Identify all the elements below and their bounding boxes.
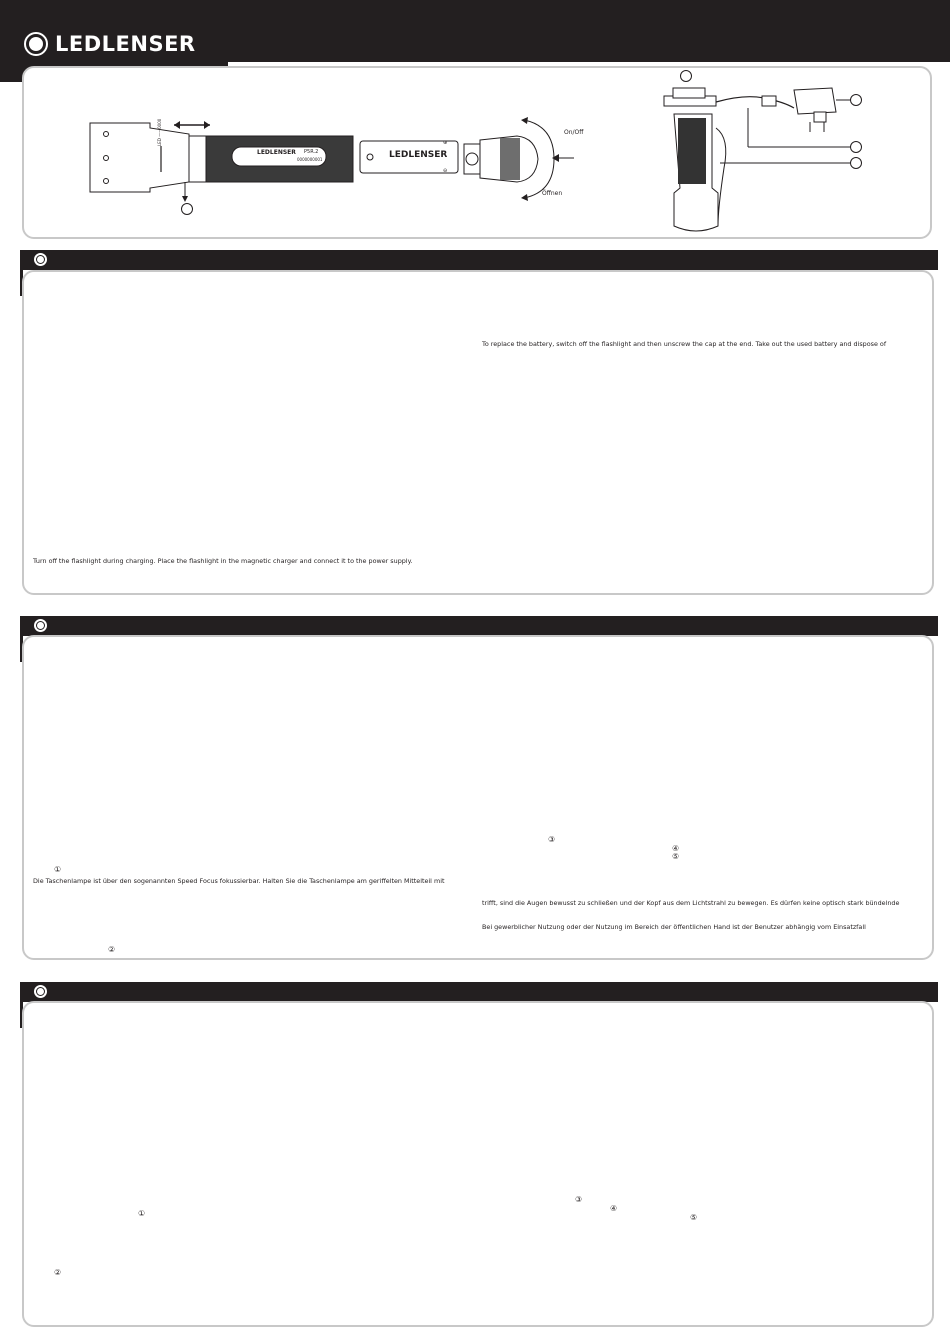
illustration-panel — [22, 66, 932, 239]
open-label: Öffnen — [542, 190, 563, 197]
logo-circle-icon — [24, 32, 48, 56]
brand-name: LEDLENSER — [55, 32, 196, 56]
flashlight-head-shape — [90, 123, 189, 192]
marker-1: ① — [54, 865, 62, 874]
press-arrow-icon — [552, 154, 559, 162]
marker-3: ③ — [548, 835, 556, 844]
body-label-serial: 0000000001 — [297, 157, 323, 162]
section-1-text-charging: Turn off the flashlight during charging. Place the flashlight in the magnetic charger and connect it to the power supply. — [33, 557, 413, 565]
head-side-text: LED ——0000 — [157, 118, 162, 146]
flashlight-illustration — [24, 68, 930, 237]
section-2-text-focus: Die Taschenlampe ist über den sogenannten Speed Focus fokussierbar. Halten Sie die Taschenlampe am geriffelten Mittelteil mit — [33, 877, 445, 885]
marker-3: ③ — [575, 1195, 583, 1204]
section-1-header — [20, 250, 938, 270]
section-2-box — [22, 635, 934, 960]
onoff-label: On/Off — [564, 129, 584, 136]
charger-grip — [678, 118, 706, 184]
section-2-text-commercial: Bei gewerblicher Nutzung oder der Nutzung im Bereich der öffentlichen Hand ist der Benutzer abhängig vom Einsatzfall — [482, 923, 866, 931]
head-side-mark — [160, 146, 162, 172]
section-2-text-eyes: trifft, sind die Augen bewusst zu schließen und der Kopf aus dem Lichtstrahl zu bewegen. Es dürfen keine optisch stark bündelnde — [482, 899, 900, 907]
power-adapter-shape — [794, 88, 836, 114]
body-label-brand: LEDLENSER — [257, 149, 296, 156]
section-1-circle-icon — [34, 253, 47, 266]
marker-5: ⑤ — [690, 1213, 698, 1222]
callout-circle-right-2 — [851, 142, 862, 153]
marker-4: ④ — [610, 1204, 618, 1213]
body-label-model: P5R.2 — [304, 149, 319, 155]
battery-brand: LEDLENSER — [389, 150, 448, 160]
marker-2: ② — [108, 945, 116, 954]
battery-minus-sign: ⊖ — [443, 168, 448, 174]
callout-circle-bottom — [182, 204, 193, 215]
section-2-circle-icon — [34, 619, 47, 632]
callout-circle-right-3 — [851, 158, 862, 169]
battery-plus-sign: ⊕ — [443, 140, 448, 146]
section-1-text-battery: To replace the battery, switch off the flashlight and then unscrew the cap at the end. Take out the used battery and dispose of — [482, 340, 887, 348]
section-2-header — [20, 616, 938, 636]
barrel-collar — [189, 136, 206, 182]
marker-4: ④ — [672, 844, 680, 853]
section-3-header — [20, 982, 938, 1002]
section-1-box — [22, 270, 934, 595]
section-3-circle-icon — [34, 985, 47, 998]
charger-cable — [716, 97, 794, 108]
section-3-box — [22, 1001, 934, 1327]
marker-2: ② — [54, 1268, 62, 1277]
brand-logo — [24, 32, 196, 56]
marker-5: ⑤ — [672, 852, 680, 861]
tailcap-knurl — [500, 138, 520, 180]
callout-circle-top — [681, 71, 692, 82]
marker-1: ① — [138, 1209, 146, 1218]
callout-circle-right-1 — [851, 95, 862, 106]
